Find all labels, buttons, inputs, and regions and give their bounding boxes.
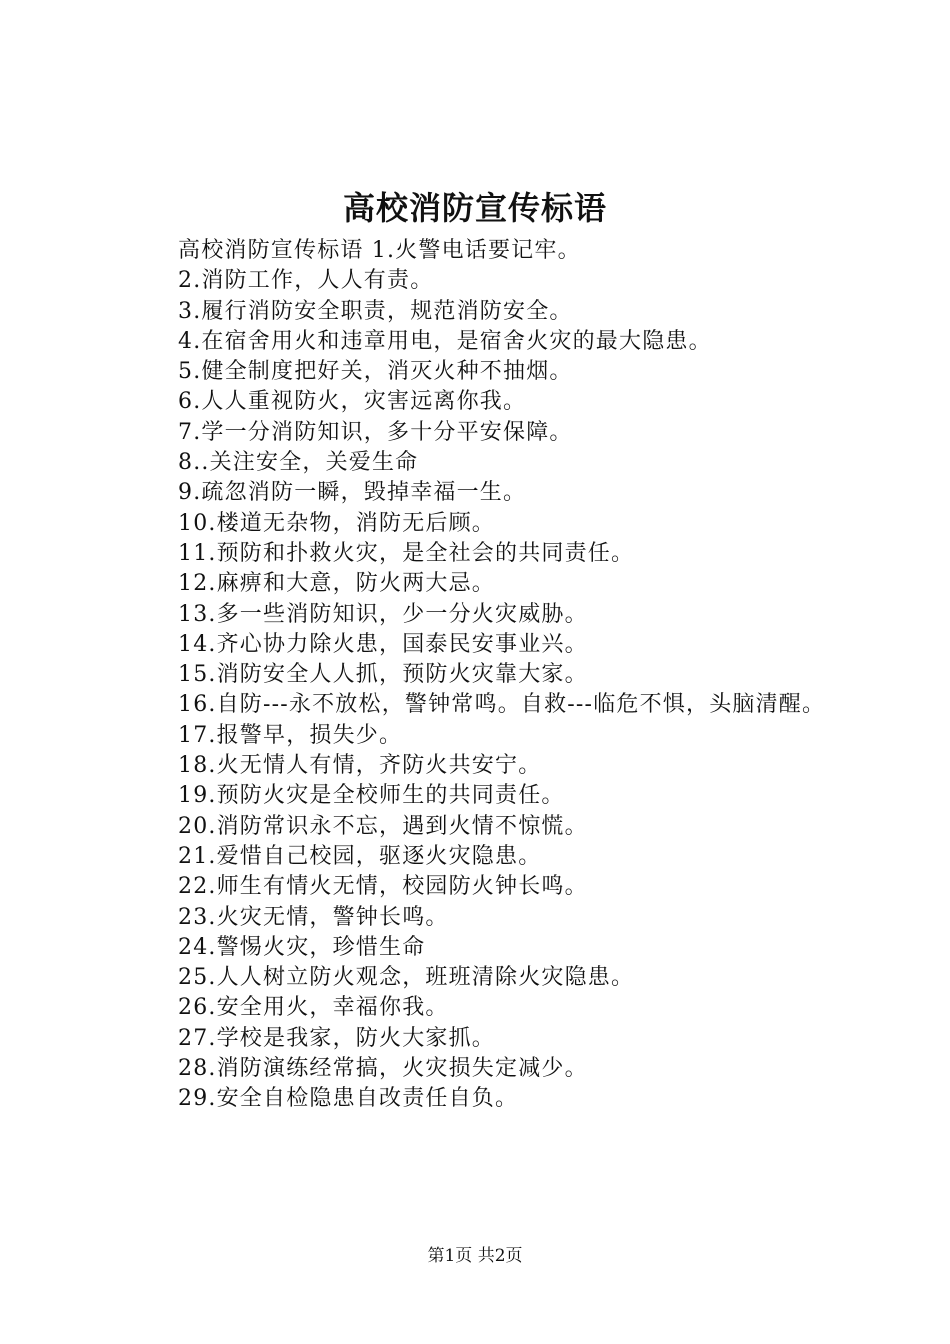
slogan-paragraph: 10.楼道无杂物，消防无后顾。	[178, 510, 495, 536]
slogan-list	[130, 236, 835, 1115]
slogan-paragraph: 14.齐心协力除火患，国泰民安事业兴。	[178, 631, 588, 657]
slogan-paragraph: 5.健全制度把好关，消灭火种不抽烟。	[178, 359, 573, 385]
slogan-paragraph: 24.警惕火灾，珍惜生命	[178, 934, 426, 960]
slogan-paragraph: 7.学一分消防知识，多十分平安保障。	[178, 419, 573, 445]
slogan-paragraph: 25.人人树立防火观念，班班清除火灾隐患。	[178, 965, 635, 991]
slogan-paragraph: 8..关注安全，关爱生命	[178, 450, 419, 476]
slogan-paragraph: 2.消防工作，人人有责。	[178, 268, 434, 294]
slogan-paragraph: 23.火灾无情，警钟长鸣。	[178, 904, 449, 930]
slogan-paragraph: 6.人人重视防火，灾害远离你我。	[178, 389, 527, 415]
slogan-paragraph: 9.疏忽消防一瞬，毁掉幸福一生。	[178, 480, 527, 506]
slogan-paragraph: 19.预防火灾是全校师生的共同责任。	[178, 783, 565, 809]
slogan-paragraph: 26.安全用火，幸福你我。	[178, 995, 449, 1021]
slogan-paragraph: 高校消防宣传标语 1.火警电话要记牢。	[178, 238, 581, 263]
document-title: 高校消防宣传标语	[342, 189, 607, 227]
slogan-paragraph: 20.消防常识永不忘，遇到火情不惊慌。	[178, 813, 588, 839]
page-footer: 第1页 共2页	[427, 1246, 523, 1266]
slogan-paragraph: 17.报警早，损失少。	[178, 722, 403, 748]
slogan-paragraph: 15.消防安全人人抓，预防火灾靠大家。	[178, 662, 588, 688]
slogan-paragraph: 28.消防演练经常搞，火灾损失定减少。	[178, 1056, 588, 1082]
slogan-paragraph: 12.麻痹和大意，防火两大忌。	[178, 571, 495, 597]
slogan-paragraph: 22.师生有情火无情，校园防火钟长鸣。	[178, 874, 588, 900]
slogan-paragraph: 13.多一些消防知识，少一分火灾威胁。	[178, 601, 588, 627]
slogan-paragraph: 16.自防---永不放松，警钟常鸣。自救---临危不惧，头脑清醒。	[178, 692, 826, 718]
slogan-paragraph: 29.安全自检隐患自改责任自负。	[178, 1086, 519, 1112]
slogan-paragraph: 18.火无情人有情，齐防火共安宁。	[178, 753, 542, 779]
slogan-paragraph: 21.爱惜自己校园，驱逐火灾隐患。	[178, 843, 542, 869]
slogan-paragraph: 27.学校是我家，防火大家抓。	[178, 1025, 495, 1051]
slogan-paragraph: 3.履行消防安全职责，规范消防安全。	[178, 298, 573, 324]
slogan-paragraph: 4.在宿舍用火和违章用电，是宿舍火灾的最大隐患。	[178, 328, 712, 354]
slogan-paragraph: 11.预防和扑救火灾，是全社会的共同责任。	[178, 540, 635, 566]
